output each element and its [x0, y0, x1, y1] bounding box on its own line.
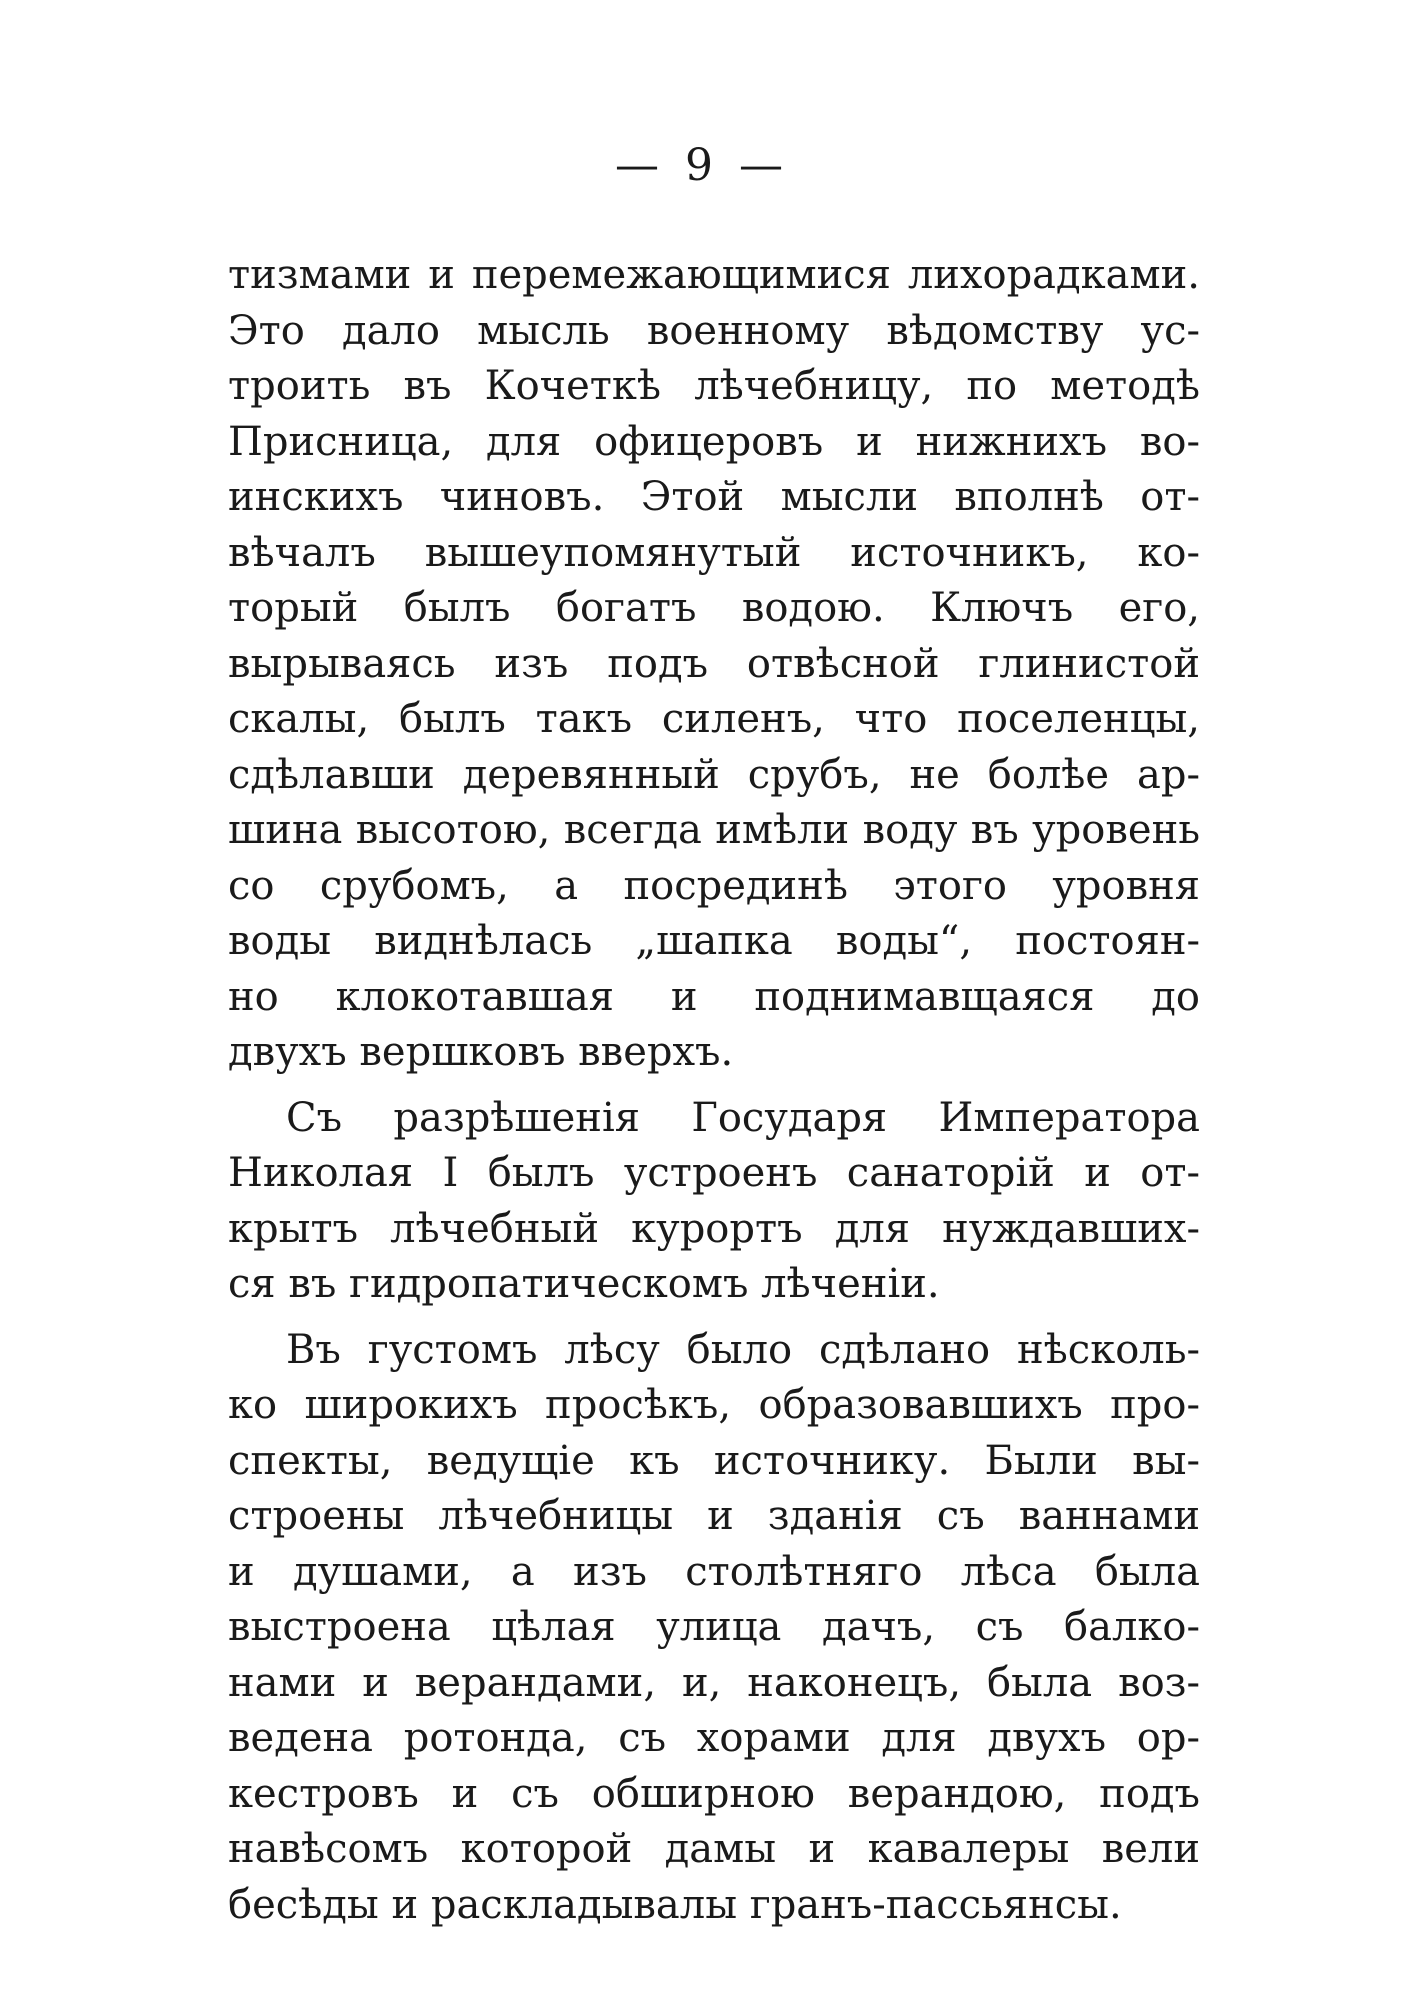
text-line: инскихъ чиновъ. Этой мысли вполнѣ от- — [228, 474, 1200, 520]
text-line: вырываясь изъ подъ отвѣсной глинистой — [228, 640, 1200, 687]
text-line: тизмами и перемежающимися лихорадками. — [228, 252, 1200, 298]
text-line: сдѣлавши деревянный срубъ, не болѣе ар- — [228, 751, 1200, 798]
body-text — [228, 248, 1200, 1933]
text-line: кестровъ и съ обширною верандою, подъ — [228, 1770, 1200, 1817]
paragraph-gap — [228, 1313, 1200, 1323]
text-line: скалы, былъ такъ силенъ, что поселенцы, — [228, 696, 1200, 742]
text-line: спекты, ведущіе къ источнику. Были вы- — [228, 1437, 1200, 1484]
text-line: крытъ лѣчебный курортъ для нуждавших- — [228, 1205, 1200, 1252]
text-line: троить въ Кочеткѣ лѣчебницу, по методѣ — [228, 363, 1200, 409]
text-line: вѣчалъ вышеупомянутый источникъ, ко- — [228, 529, 1200, 576]
text-line: Съ разрѣшенія Государя Императора — [286, 1094, 1200, 1141]
text-line: Это дало мысль военному вѣдомству ус- — [228, 307, 1200, 354]
text-line: строены лѣчебницы и зданія съ ваннами — [228, 1493, 1200, 1539]
text-line: Въ густомъ лѣсу было сдѣлано нѣсколь- — [286, 1326, 1200, 1373]
page-number: — 9 — — [615, 140, 789, 191]
text-line: шина высотою, всегда имѣли воду въ уровень — [228, 807, 1200, 853]
text-line: навѣсомъ которой дамы и кавалеры вели — [228, 1826, 1200, 1872]
text-line: двухъ вершковъ вверхъ. — [228, 1029, 734, 1075]
text-line: торый былъ богатъ водою. Ключъ его, — [228, 585, 1200, 631]
text-line: и душами, а изъ столѣтняго лѣса была — [228, 1548, 1200, 1595]
text-line: бесѣды и раскладывалы гранъ-пассьянсы. — [228, 1881, 1122, 1928]
text-line: со срубомъ, а посрединѣ этого уровня — [228, 862, 1200, 909]
text-line: выстроена цѣлая улица дачъ, съ балко- — [228, 1604, 1200, 1650]
text-line: нами и верандами, и, наконецъ, была воз- — [228, 1659, 1200, 1706]
paragraph-gap — [228, 1081, 1200, 1091]
text-line: но клокотавшая и поднимавщаяся до — [228, 973, 1200, 1020]
paragraph — [228, 1091, 1200, 1313]
text-line: воды виднѣлась „шапка воды“, постоян- — [228, 918, 1200, 964]
text-line: ведена ротонда, съ хорами для двухъ ор- — [228, 1715, 1200, 1761]
text-line: ся въ гидропатическомъ лѣченіи. — [228, 1261, 940, 1307]
text-line: ко широкихъ просѣкъ, образовавшихъ про- — [228, 1382, 1200, 1428]
paragraph — [228, 1323, 1200, 1934]
text-line: Николая I былъ устроенъ санаторій и от- — [228, 1150, 1200, 1196]
text-line: Присница, для офицеровъ и нижнихъ во- — [228, 418, 1200, 465]
paragraph — [228, 248, 1200, 1081]
